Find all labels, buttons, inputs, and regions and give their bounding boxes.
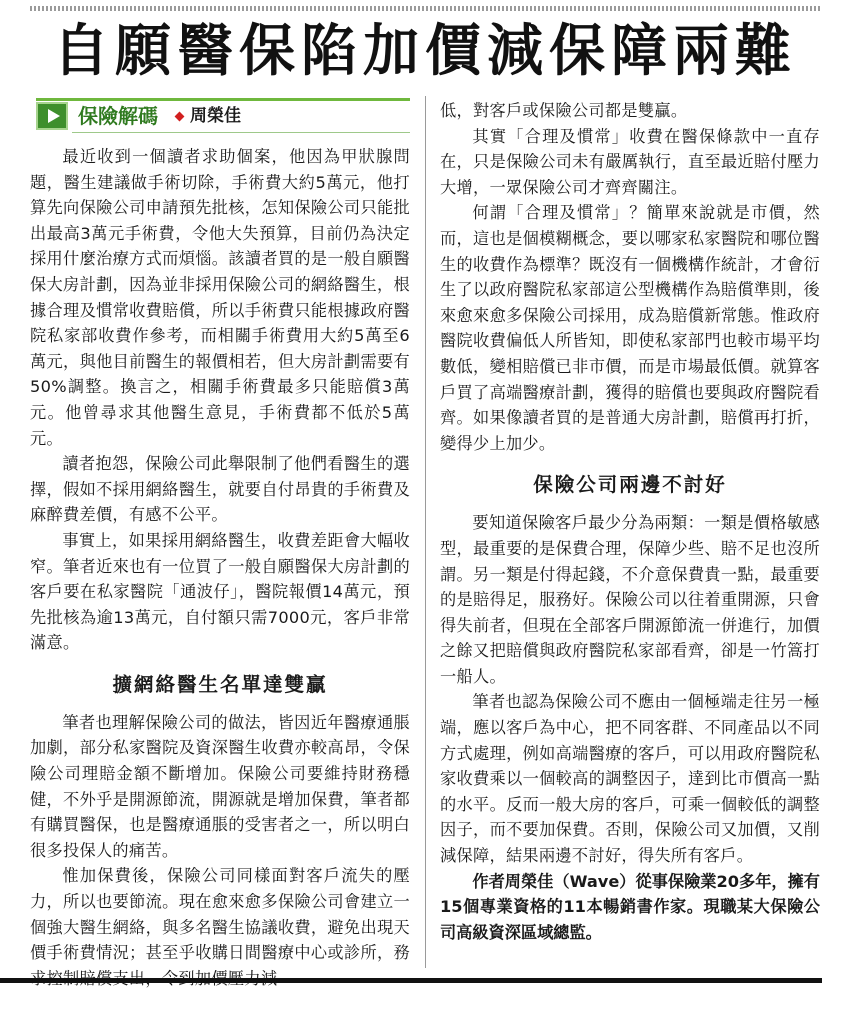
column-divider bbox=[425, 96, 426, 968]
author-name: 周榮佳 bbox=[190, 106, 241, 126]
paragraph: 事實上，如果採用網絡醫生，收費差距會大幅收窄。筆者近來也有一位買了一般自願醫保大房計劃的客戶要在私家醫院「通波仔」，醫院報價14萬元，預先批核為逾13萬元，自付額只需7000元，客戶非常滿意。 bbox=[30, 530, 410, 653]
headline: 自願醫保陷加價減保障兩難 bbox=[53, 19, 797, 84]
column-header bbox=[30, 98, 410, 138]
left-column bbox=[30, 98, 410, 991]
paragraph: 要知道保險客戶最少分為兩類：一類是價格敏感型，最重要的是保費合理，保障少些、賠不足也沒所謂。另一類是付得起錢，不介意保費貴一點，最重要的是賠得足，服務好。保險公司以往着重開源，只會得失前者，但現在全部客戶開源節流一併進行，加價之餘又把賠償與政府醫院私家部看齊，卻是一竹篙打一船人。 bbox=[440, 513, 820, 686]
header-underline bbox=[72, 132, 410, 133]
subheading: 擴網絡醫生名單達雙贏 bbox=[112, 672, 328, 696]
right-column bbox=[440, 98, 820, 945]
paragraph: 惟加保費後，保險公司同樣面對客戶流失的壓力，所以也要節流。現在愈來愈多保險公司會建立一個強大醫生網絡，與多名醫生協議收費，避免出現天價手術費情況；甚至乎收購日間醫療中心或診所，務 bbox=[30, 866, 410, 963]
author-bio: 作者周榮佳（Wave）從事保險業20多年，擁有15個專業資格的11本暢銷書作家。現職某大保險公司高級資深區域總監。 bbox=[440, 871, 820, 942]
paragraph: 何謂「合理及慣常」？簡單來說就是市價，然而，這也是個模糊概念，要以哪家私家醫院和哪位醫生的收費作為標準？既沒有一個機構作統計，才會衍生了以政府醫院私家部這公型機構作為賠償準則，後來愈來愈多保險公司採用，成為賠償新常態。惟政府醫院收費偏低人所皆知，即使私家部門也較市場平均數低，變相賠償已非市價，而是市場最低價。就算客戶買了高端醫療計劃，獲得的賠償也要與政府醫院看齊。如果像讀者買的是普通大房計劃，賠償再打折，變得少上加少。 bbox=[440, 203, 820, 453]
play-icon bbox=[36, 102, 68, 130]
paragraph: 最近收到一個讀者求助個案，他因為甲狀腺問題，醫生建議做手術切除，手術費大約5萬元，他打算先向保險公司申請預先批核，怎知保險公司只能批出最高3萬元手術費，令他大失預算，目前仍為決定採用什麼治療方式而煩惱。該讀者買的是一般自願醫保大房計劃，因為並非採用保險公司的網絡醫生，根據合理及慣常收費賠償，所以手術費只能根據政府醫院私家部收費作參考，而相關手術費用大約5萬至6萬元，與他目前醫生的報價相若，但大房計劃需要有50%調整。換言之，相關手術費最多只能賠償3萬元。他曾尋求其他醫生意見，手術費都不低於5萬元。 bbox=[30, 147, 410, 448]
bottom-rule bbox=[0, 978, 822, 983]
paragraph: 讀者抱怨，保險公司此舉限制了他們看醫生的選擇，假如不採用網絡醫生，就要自付昂貴的手術費及麻醉費差價，有感不公平。 bbox=[30, 454, 410, 525]
paragraph: 其實「合理及慣常」收費在醫保條款中一直存在，只是保險公司未有嚴厲執行，直至最近賠付壓力大增，一眾保險公司才齊齊關注。 bbox=[440, 126, 820, 197]
top-dotted-rule bbox=[30, 6, 820, 11]
column-name: 保險解碼 bbox=[78, 104, 158, 128]
red-diamond-icon bbox=[175, 112, 185, 122]
header-bar bbox=[36, 98, 410, 101]
subheading: 保險公司兩邊不討好 bbox=[533, 473, 727, 497]
paragraph: 筆者也認為保險公司不應由一個極端走往另一極端，應以客戶為中心，把不同客群、不同產品以不同方式處理，例如高端醫療的客戶，可以用政府醫院私家收費乘以一個較高的調整因子，達到比市價高一點的水平。反而一般大房的客戶，可乘一個較低的調整因子，而不要加保費。否則，保險公司又加價，又削減保障，結果兩邊不討好，得失所有客戶。 bbox=[440, 692, 820, 866]
paragraph: 低，對客戶或保險公司都是雙贏。 bbox=[440, 101, 688, 120]
paragraph: 筆者也理解保險公司的做法，皆因近年醫療通脹加劇，部分私家醫院及資深醫生收費亦較高昂，令保險公司理賠金額不斷增加。保險公司要維持財務穩健，不外乎是開源節流，開源就是增加保費，筆者都有購買醫保，也是醫療通脹的受害者之一，所以明白很多投保人的痛苦。 bbox=[30, 712, 410, 860]
